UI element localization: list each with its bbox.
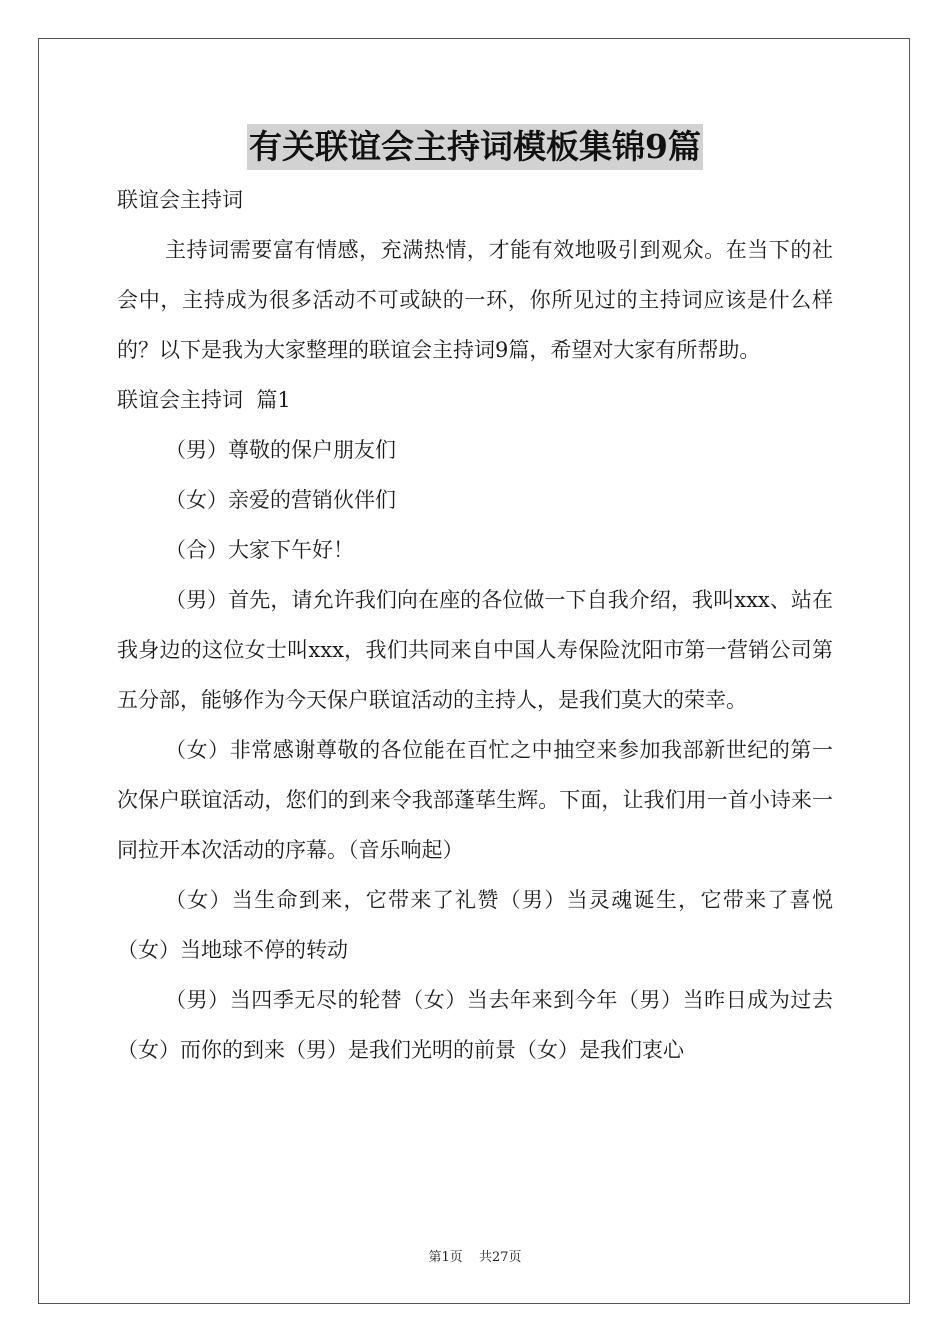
greeting-line: （女）亲爱的营销伙伴们 — [165, 488, 396, 512]
page-total: 共27页 — [478, 1250, 522, 1265]
greeting-line: （合）大家下午好！ — [165, 538, 354, 562]
body-paragraph: （女）非常感谢尊敬的各位能在百忙之中抽空来参加我部新世纪的第一次保户联谊活动，您们的到来令我部蓬荜生辉。下面，让我们用一首小诗来一同拉开本次活动的序幕。（音乐响起） — [117, 738, 833, 862]
greeting-line: （男）尊敬的保户朋友们 — [165, 438, 396, 462]
body-paragraph: （女）当生命到来，它带来了礼赞（男）当灵魂诞生，它带来了喜悦（女）当地球不停的转动 — [117, 888, 833, 962]
body-paragraph: （男）首先，请允许我们向在座的各位做一下自我介绍，我叫xxx、站在我身边的这位女士叫xxx，我们共同来自中国人寿保险沈阳市第一营销公司第五分部，能够作为今天保户联谊活动的主持人，是我们莫大的荣幸。 — [117, 588, 833, 712]
document-title: 有关联谊会主持词模板集锦9篇 — [247, 124, 703, 170]
page-number: 第1页 — [428, 1250, 463, 1265]
page-footer — [0, 1246, 950, 1265]
section-heading: 联谊会主持词 — [117, 188, 243, 212]
subsection-heading: 联谊会主持词 篇1 — [117, 388, 291, 412]
title-container — [0, 124, 950, 170]
document-body — [117, 175, 833, 1075]
intro-paragraph: 主持词需要富有情感，充满热情，才能有效地吸引到观众。在当下的社会中，主持成为很多活动不可或缺的一环，你所见过的主持词应该是什么样的？以下是我为大家整理的联谊会主持词9篇，希望对大家有所帮助。 — [117, 238, 833, 362]
body-paragraph: （男）当四季无尽的轮替（女）当去年来到今年（男）当昨日成为过去（女）而你的到来（男）是我们光明的前景（女）是我们衷心 — [117, 988, 833, 1062]
